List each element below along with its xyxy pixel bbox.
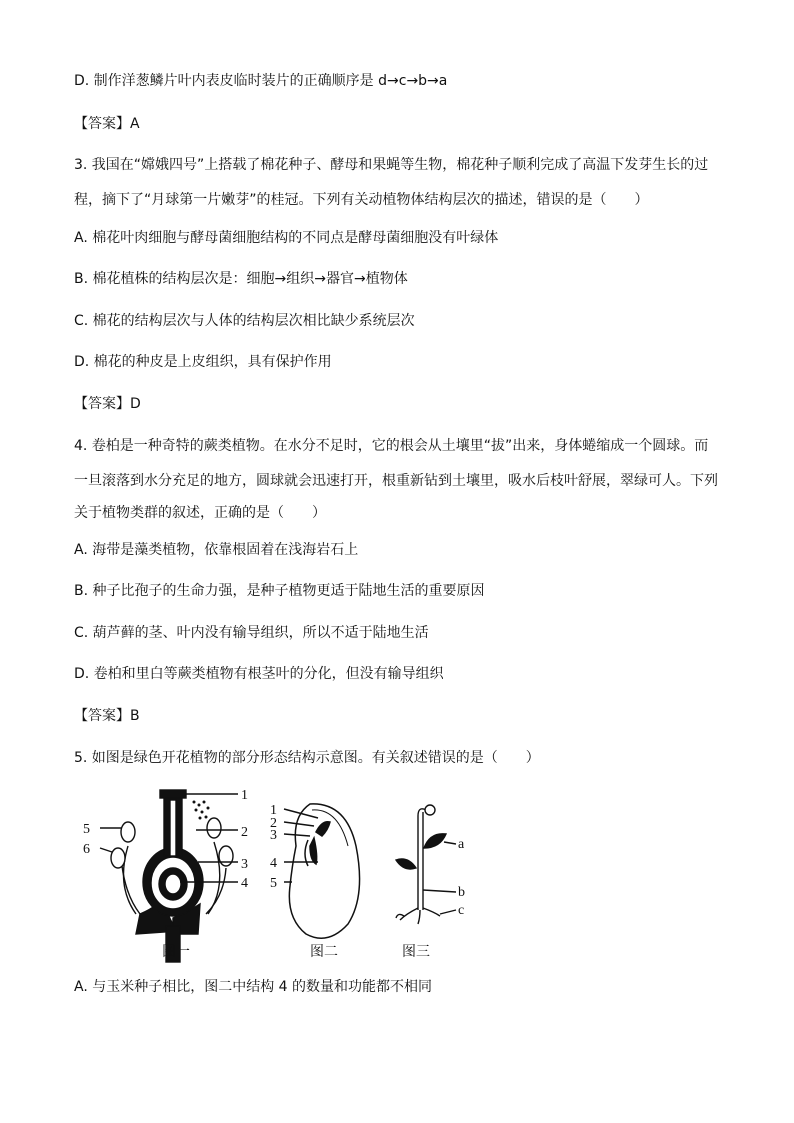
fig1-anther-6: [111, 848, 125, 868]
q4-stem-line1: 4. 卷柏是一种奇特的蕨类植物。在水分不足时，它的根会从土壤里“拔”出来，身体蜷缩成一个圆球。而: [74, 438, 709, 454]
fig3-label-b: b: [458, 885, 465, 900]
fig1-label-1: 1: [241, 788, 248, 803]
fig2-label-3: 3: [270, 828, 277, 843]
fig1-label-5: 5: [83, 822, 90, 837]
q4-option-d: D. 卷柏和里白等蕨类植物有根茎叶的分化，但没有输导组织: [74, 666, 444, 682]
q3-option-c: C. 棉花的结构层次与人体的结构层次相比缺少系统层次: [74, 313, 415, 329]
caption-fig2: 图二: [310, 944, 338, 960]
fig1-label-2: 2: [241, 825, 248, 840]
q3-stem-line2: 程，摘下了“月球第一片嫩芽”的桂冠。下列有关动植物体结构层次的描述，错误的是（ ）: [74, 192, 649, 208]
q3-option-d: D. 棉花的种皮是上皮组织，具有保护作用: [74, 354, 332, 370]
q5-stem: 5. 如图是绿色开花植物的部分形态结构示意图。有关叙述错误的是（ ）: [74, 750, 540, 766]
caption-fig1: 图一: [162, 944, 190, 960]
fig2-hypocotyl: [310, 838, 317, 864]
fig3-roots: [400, 908, 418, 920]
fig2-labels: [270, 803, 277, 891]
answer-4: 【答案】B: [74, 708, 140, 724]
q5-option-a: A. 与玉米种子相比，图二中结构 4 的数量和功能都不相同: [74, 979, 433, 995]
fig3-label-a: a: [458, 837, 465, 852]
fig3-leaf-right: [424, 834, 446, 848]
fig2-label-2: 2: [270, 816, 277, 831]
fig3-labels: [458, 837, 465, 918]
answer-2: 【答案】A: [74, 116, 140, 132]
fig1-label-3: 3: [241, 857, 248, 872]
fig2-label-1: 1: [270, 803, 277, 818]
fig3-label-c: c: [458, 903, 465, 918]
figure-svg: [78, 786, 468, 964]
q3-stem-line1: 3. 我国在“嫦娥四号”上搭载了棉花种子、酵母和果蝇等生物，棉花种子顺利完成了高温下发芽生长的过: [74, 157, 709, 173]
fig3-leaf-left: [396, 859, 416, 869]
fig2-bean-seed: [284, 804, 360, 938]
fig1-label-4: 4: [241, 876, 248, 891]
fig1-flower: [100, 790, 238, 962]
q4-option-a: A. 海带是藻类植物，依靠根固着在浅海岩石上: [74, 542, 359, 558]
plant-structure-figure: [78, 786, 468, 964]
fig2-label-4: 4: [270, 856, 277, 871]
fig2-label-5: 5: [270, 876, 277, 891]
q3-option-a: A. 棉花叶肉细胞与酵母菌细胞结构的不同点是酵母菌细胞没有叶绿体: [74, 230, 499, 246]
q2-option-d: D. 制作洋葱鳞片叶内表皮临时装片的正确顺序是 d→c→b→a: [74, 73, 448, 89]
q3-option-b: B. 棉花植株的结构层次是：细胞→组织→器官→植物体: [74, 271, 408, 287]
fig1-pollen: [193, 801, 210, 820]
q4-stem-line2: 一旦滚落到水分充足的地方，圆球就会迅速打开，根重新钻到土壤里，吸水后枝叶舒展，翠绿可人。下列: [74, 473, 718, 489]
q4-option-b: B. 种子比孢子的生命力强，是种子植物更适于陆地生活的重要原因: [74, 583, 485, 599]
caption-fig3: 图三: [402, 944, 430, 960]
fig1-anther-5: [121, 822, 135, 842]
fig1-label-6: 6: [83, 842, 90, 857]
figure-captions: [162, 944, 430, 960]
q4-stem-line3: 关于植物类群的叙述，正确的是（ ）: [74, 505, 326, 521]
q4-option-c: C. 葫芦藓的茎、叶内没有输导组织，所以不适于陆地生活: [74, 625, 429, 641]
fig2-plumule: [316, 822, 330, 836]
fig1-stigma: [160, 790, 186, 798]
fig3-seedling: [396, 805, 456, 924]
answer-3: 【答案】D: [74, 396, 141, 412]
